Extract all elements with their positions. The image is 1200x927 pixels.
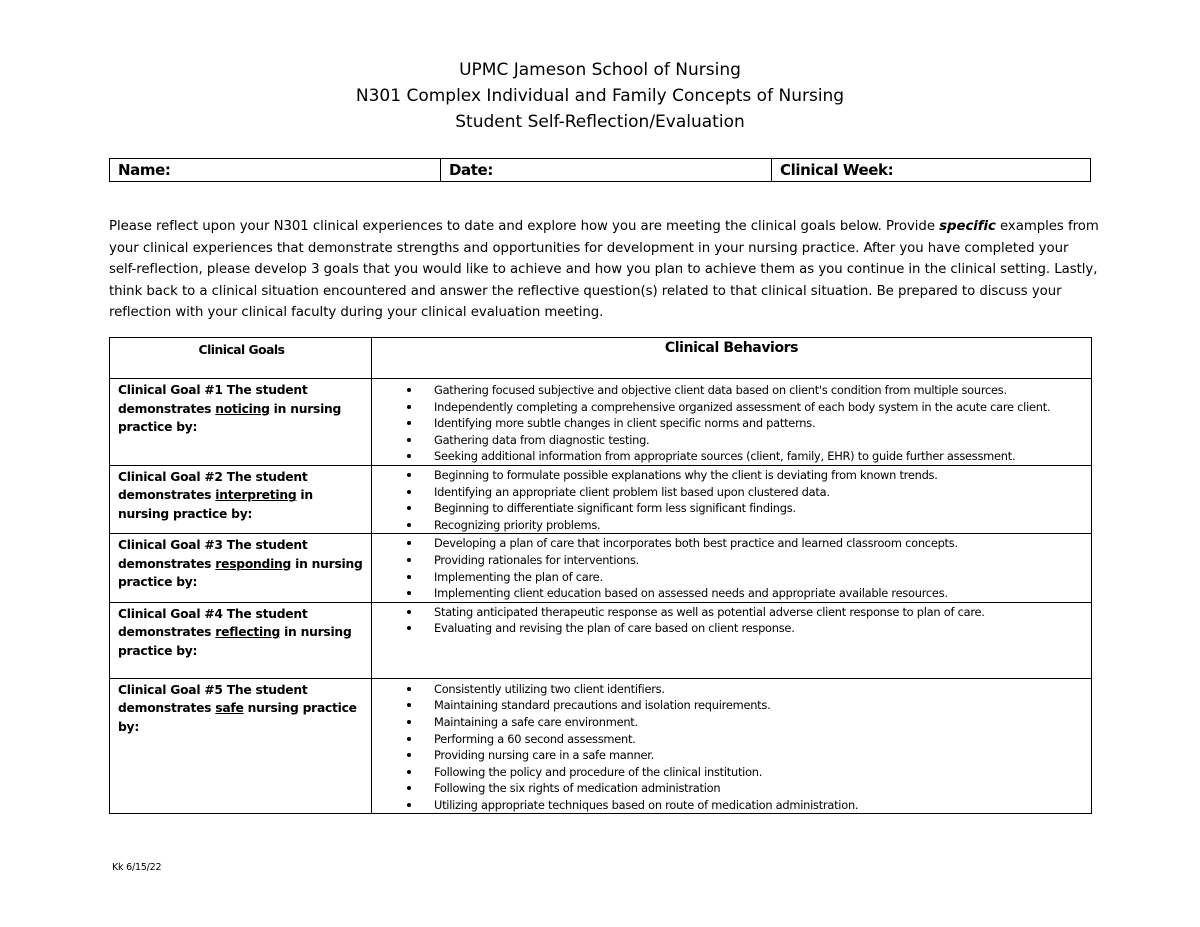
table-row	[110, 534, 1092, 602]
student-info-table	[109, 158, 1091, 182]
list-item: Recognizing priority problems.	[372, 517, 1091, 534]
list-item: Gathering data from diagnostic testing.	[372, 432, 1091, 449]
list-item: Independently completing a comprehensive organized assessment of each body system in the acute care client.	[372, 399, 1091, 416]
goal-keyword: noticing	[215, 401, 270, 416]
goal-cell: Clinical Goal #2 The student demonstrates interpreting in nursing practice by:	[110, 465, 372, 533]
list-item: Implementing the plan of care.	[372, 569, 1091, 586]
list-item: Stating anticipated therapeutic response as well as potential adverse client response to plan of care.	[372, 604, 1091, 621]
goal-keyword: reflecting	[215, 625, 281, 640]
clinical-week-field[interactable]	[772, 159, 1091, 182]
goal-keyword: responding	[215, 556, 292, 571]
instructions-text-2: examples from your clinical experiences that demonstrate strengths and opportunities for development in your nursing practice. After you have completed your self-reflection, please develop 3 goals that you would like to achieve and how you plan to achieve them as you continue in the clinical setting. Lastly, think back to a clinical situation encountered and answer the reflective question(s) related to that clinical situation. Be prepared to discuss your reflection with your clinical faculty during your clinical evaluation meeting.	[109, 219, 1099, 321]
document-header	[0, 57, 1200, 135]
behavior-list	[372, 603, 1091, 637]
goal-keyword: interpreting	[215, 488, 297, 503]
list-item: Consistently utilizing two client identifiers.	[372, 681, 1091, 698]
instructions-emphasis: specific	[939, 219, 996, 234]
instructions-text-1: Please reflect upon your N301 clinical experiences to date and explore how you are meeting the clinical goals below. Provide	[109, 219, 940, 234]
table-row	[110, 465, 1092, 533]
behavior-list	[372, 466, 1091, 533]
list-item: Identifying an appropriate client problem list based upon clustered data.	[372, 484, 1091, 501]
list-item: Maintaining standard precautions and isolation requirements.	[372, 697, 1091, 714]
school-title: UPMC Jameson School of Nursing	[459, 60, 741, 80]
list-item: Seeking additional information from appropriate sources (client, family, EHR) to guide further assessment.	[372, 448, 1091, 465]
goal-cell: Clinical Goal #3 The student demonstrates responding in nursing practice by:	[110, 534, 372, 602]
list-item: Maintaining a safe care environment.	[372, 714, 1091, 731]
goal-keyword: safe	[215, 701, 244, 716]
name-field[interactable]	[110, 159, 441, 182]
date-field[interactable]	[441, 159, 772, 182]
table-row	[110, 379, 1092, 466]
name-label: Name:	[118, 161, 171, 179]
list-item: Evaluating and revising the plan of care based on client response.	[372, 620, 1091, 637]
behaviors-cell	[372, 379, 1092, 466]
behavior-list	[372, 379, 1091, 465]
behaviors-cell	[372, 534, 1092, 602]
course-title: N301 Complex Individual and Family Concepts of Nursing	[355, 86, 845, 106]
column-header-behaviors: Clinical Behaviors	[372, 338, 1092, 379]
list-item: Following the policy and procedure of the clinical institution.	[372, 764, 1091, 781]
clinical-goals-table	[109, 337, 1092, 814]
goal-cell: Clinical Goal #1 The student demonstrates noticing in nursing practice by:	[110, 379, 372, 466]
behavior-list	[372, 534, 1091, 601]
footer-revision: Kk 6/15/22	[112, 862, 162, 873]
list-item: Providing rationales for interventions.	[372, 552, 1091, 569]
column-header-goals: Clinical Goals	[110, 338, 372, 379]
behaviors-cell	[372, 465, 1092, 533]
goal-cell: Clinical Goal #5 The student demonstrates safe nursing practice by:	[110, 678, 372, 814]
behaviors-cell	[372, 678, 1092, 814]
behavior-list	[372, 679, 1091, 814]
list-item: Identifying more subtle changes in client specific norms and patterns.	[372, 415, 1091, 432]
list-item: Utilizing appropriate techniques based on route of medication administration.	[372, 797, 1091, 814]
form-title: Student Self-Reflection/Evaluation	[455, 112, 745, 132]
list-item: Implementing client education based on assessed needs and appropriate available resources.	[372, 585, 1091, 602]
date-label: Date:	[449, 161, 493, 179]
list-item: Gathering focused subjective and objective client data based on client's condition from multiple sources.	[372, 382, 1091, 399]
list-item: Performing a 60 second assessment.	[372, 731, 1091, 748]
list-item: Providing nursing care in a safe manner.	[372, 747, 1091, 764]
behaviors-cell	[372, 602, 1092, 678]
table-row	[110, 602, 1092, 678]
list-item: Beginning to formulate possible explanations why the client is deviating from known trends.	[372, 467, 1091, 484]
list-item: Following the six rights of medication administration	[372, 780, 1091, 797]
table-row	[110, 678, 1092, 814]
table-header-row	[110, 338, 1092, 379]
list-item: Beginning to differentiate significant form less significant findings.	[372, 500, 1091, 517]
goal-cell: Clinical Goal #4 The student demonstrates reflecting in nursing practice by:	[110, 602, 372, 678]
instructions-paragraph	[109, 216, 1099, 324]
clinical-week-label: Clinical Week:	[780, 161, 894, 179]
list-item: Developing a plan of care that incorporates both best practice and learned classroom concepts.	[372, 535, 1091, 552]
